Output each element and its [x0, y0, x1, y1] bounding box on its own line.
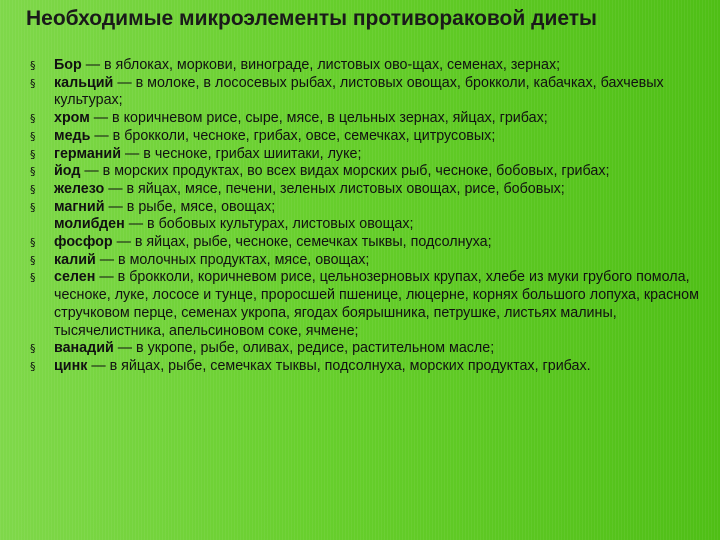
- item-text: — в чесноке, грибах шиитаки, луке;: [121, 145, 362, 162]
- slide-title: Необходимые микроэлементы противораковой диеты: [26, 7, 597, 30]
- item-term: йод: [54, 163, 81, 180]
- list-item-calcium: [30, 75, 702, 110]
- list-item-magnesium: [30, 199, 702, 217]
- item-term: цинк: [54, 357, 88, 374]
- bullet-icon: §: [30, 112, 36, 126]
- item-term: германий: [54, 145, 122, 162]
- bullet-icon: §: [30, 165, 36, 179]
- bullet-icon: §: [30, 342, 36, 356]
- bullet-icon: §: [30, 200, 36, 214]
- bullet-icon: §: [30, 359, 36, 373]
- item-text: — в яйцах, мясе, печени, зеленых листовых овощах, рисе, бобовых;: [104, 180, 565, 197]
- list-item-copper: [30, 128, 702, 146]
- list-item-potassium: [30, 252, 702, 270]
- item-term: молибден: [54, 216, 125, 233]
- item-text: — в морских продуктах, во всех видах морских рыб, чесноке, бобовых, грибах;: [80, 163, 610, 180]
- list-item-bor: [30, 57, 702, 75]
- bullet-icon: §: [30, 59, 36, 72]
- item-text: — в молочных продуктах, мясе, овощах;: [95, 251, 370, 268]
- bullet-icon: §: [30, 76, 36, 90]
- item-term: железо: [54, 180, 105, 197]
- list-item-germanium: [30, 146, 702, 164]
- list-item-chromium: [30, 110, 702, 128]
- item-text: — в коричневом рисе, сыре, мясе, в цельных зернах, яйцах, грибах;: [89, 110, 548, 127]
- list-item-phosphorus: [30, 234, 702, 252]
- bullet-icon: §: [30, 271, 36, 285]
- item-text: — в молоке, в лососевых рыбах, листовых овощах, брокколи, кабачках, бахчевых культурах;: [54, 74, 664, 109]
- item-text: — в брокколи, чесноке, грибах, овсе, семечках, цитрусовых;: [90, 127, 496, 144]
- item-text: — в яйцах, рыбе, семечках тыквы, подсолнуха, морских продуктах, грибах.: [87, 357, 591, 374]
- item-term: медь: [54, 127, 91, 144]
- item-term: хром: [54, 110, 90, 127]
- item-term: ванадий: [54, 340, 114, 357]
- bullet-icon: §: [30, 236, 36, 250]
- microelement-list: [30, 57, 702, 376]
- list-item-iodine: [30, 163, 702, 181]
- item-text: — в бобовых культурах, листовых овощах;: [124, 216, 414, 233]
- bullet-icon: §: [30, 147, 36, 161]
- bullet-icon: §: [30, 182, 36, 196]
- list-item-selenium: [30, 269, 702, 340]
- item-text: — в яйцах, рыбе, чесноке, семечках тыквы, подсолнуха;: [112, 234, 492, 251]
- item-text: — в укропе, рыбе, оливах, редисе, растительном масле;: [113, 340, 495, 357]
- list-item-zinc: [30, 358, 702, 376]
- list-item-vanadium: [30, 340, 702, 358]
- item-text: — в яблоках, моркови, винограде, листовых ово-щах, семенах, зернах;: [81, 57, 561, 73]
- bullet-icon: §: [30, 129, 36, 143]
- item-term: кальций: [54, 74, 114, 91]
- item-term: фосфор: [54, 234, 113, 251]
- item-text: — в рыбе, мясе, овощах;: [104, 198, 276, 215]
- item-term: магний: [54, 198, 105, 215]
- item-term: калий: [54, 251, 96, 268]
- item-term: селен: [54, 269, 96, 286]
- item-term: Бор: [54, 57, 82, 73]
- bullet-icon: §: [30, 253, 36, 267]
- item-text: — в брокколи, коричневом рисе, цельнозерновых крупах, хлебе из муки грубого помола, чесноке, луке, лососе и тунце, проросшей пшенице, люцерне, корнях большого лопуха, красном стручковом перце, семенах укропа, ягодах боярышника, петрушке, листьях малины, тысячелистника, апельсиновом соке, ячмене;: [54, 269, 699, 339]
- list-item-iron: [30, 181, 702, 199]
- list-item-molybdenum: [30, 216, 702, 234]
